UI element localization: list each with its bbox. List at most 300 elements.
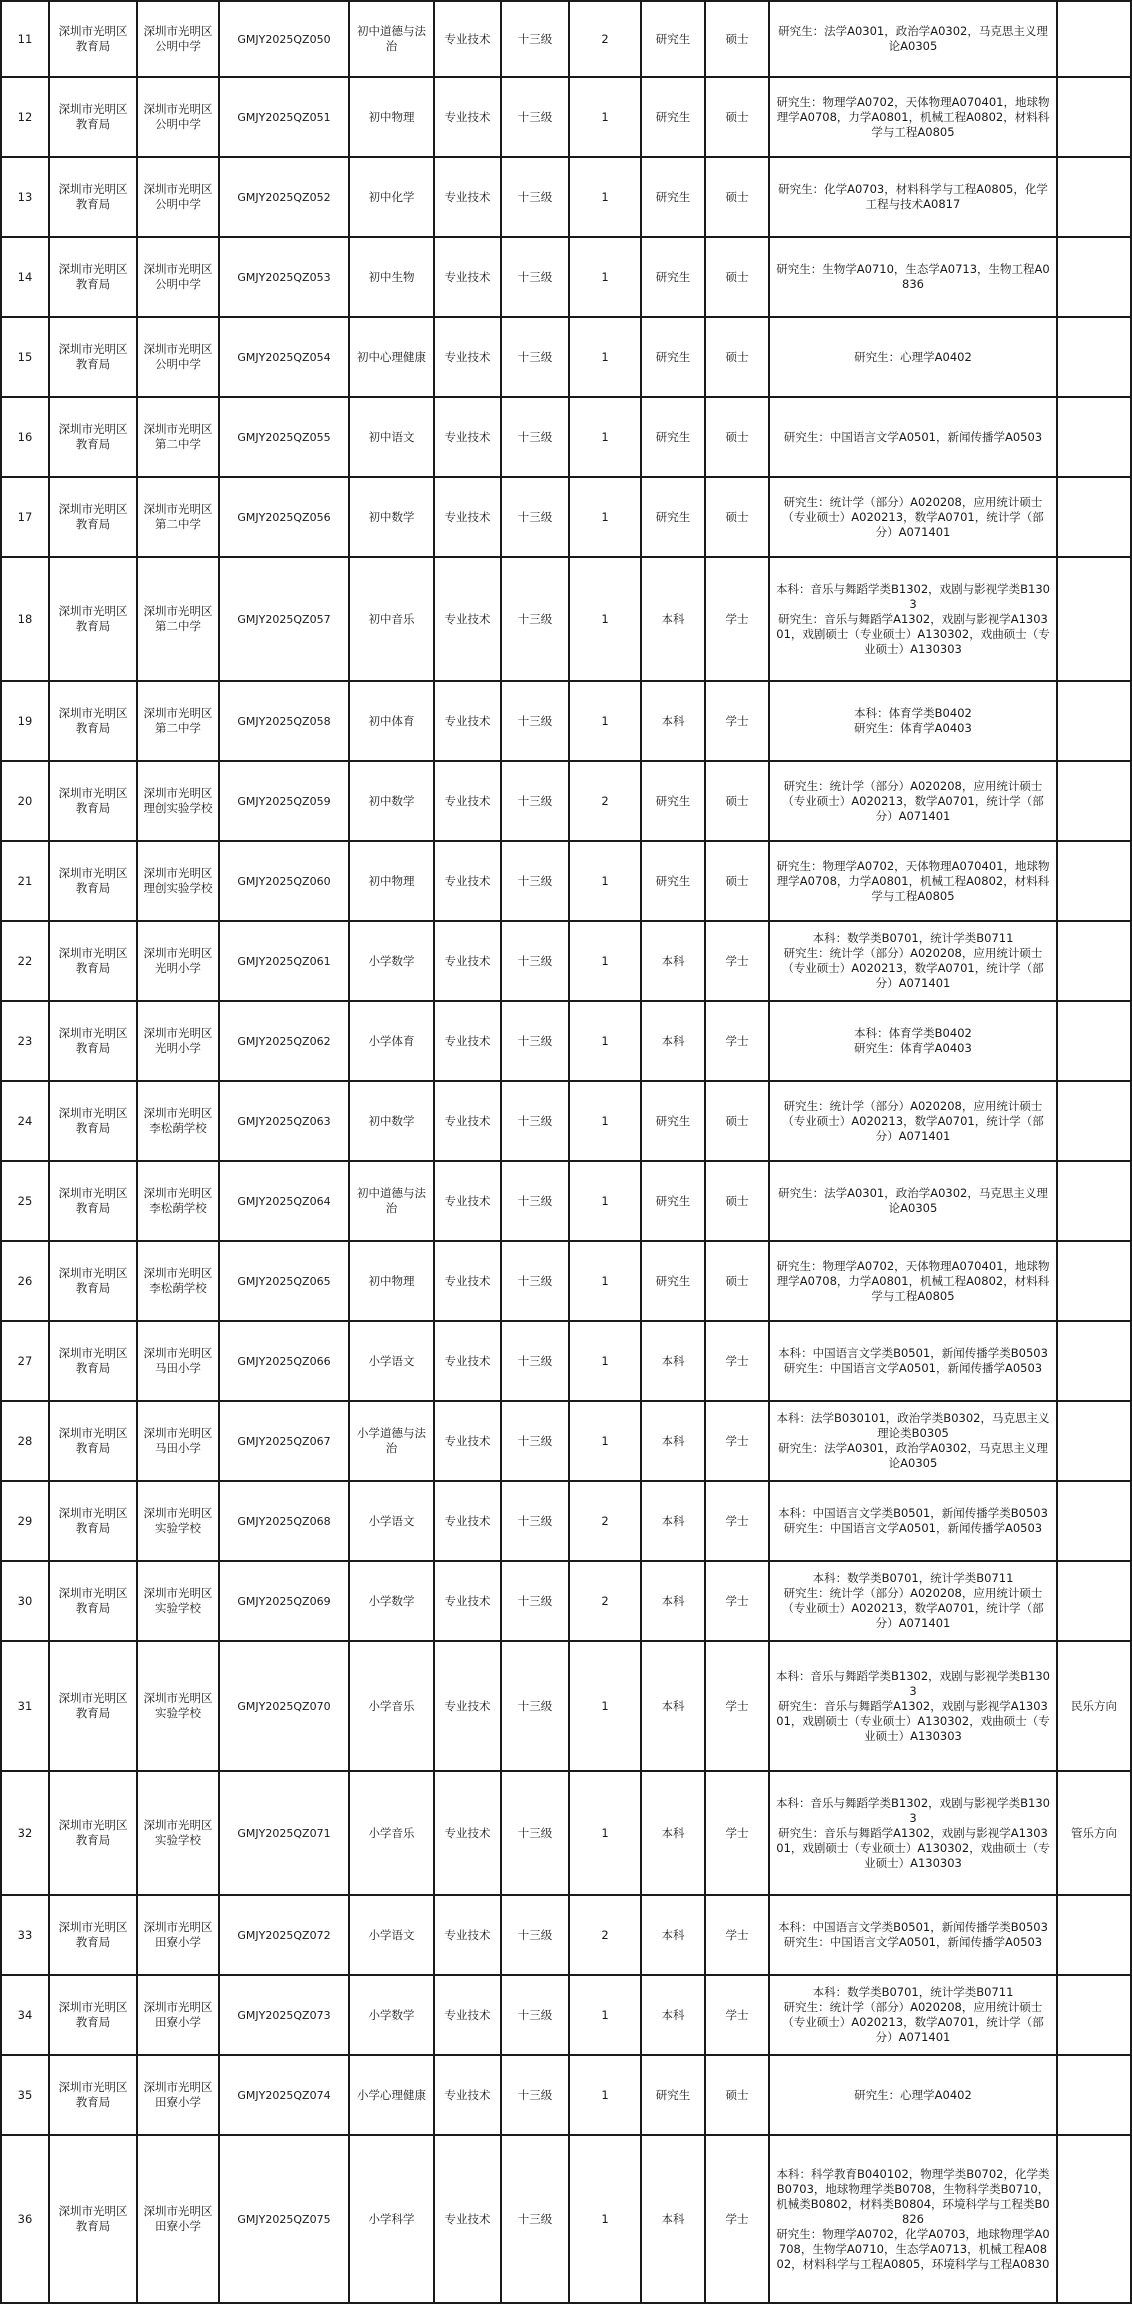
department-cell: 深圳市光明区教育局 <box>49 1975 137 2055</box>
education-cell: 本科 <box>641 2135 705 2303</box>
position-level-cell: 十三级 <box>501 841 569 921</box>
position-type-cell: 专业技术 <box>434 77 501 157</box>
position-level-cell: 十三级 <box>501 1001 569 1081</box>
major-requirement-cell: 研究生：心理学A0402 <box>769 317 1057 397</box>
degree-cell: 硕士 <box>705 1241 769 1321</box>
degree-cell: 学士 <box>705 1641 769 1771</box>
position-type-cell: 专业技术 <box>434 1 501 77</box>
row-number-cell: 31 <box>1 1641 49 1771</box>
department-cell: 深圳市光明区教育局 <box>49 1161 137 1241</box>
education-cell: 研究生 <box>641 1081 705 1161</box>
position-type-cell: 专业技术 <box>434 397 501 477</box>
row-number-cell: 34 <box>1 1975 49 2055</box>
headcount-cell: 1 <box>569 1241 641 1321</box>
headcount-cell: 1 <box>569 157 641 237</box>
major-requirement-cell: 本科：音乐与舞蹈学类B1302，戏剧与影视学类B1303 研究生：音乐与舞蹈学A1302，戏剧与影视学A130301，戏剧硕士（专业硕士）A130302，戏曲硕士（专业硕士）A130303 <box>769 1641 1057 1771</box>
major-requirement-cell: 研究生：物理学A0702，天体物理A070401，地球物理学A0708，力学A0801，机械工程A0802，材料科学与工程A0805 <box>769 77 1057 157</box>
remark-cell: 管乐方向 <box>1057 1771 1131 1895</box>
degree-cell: 硕士 <box>705 157 769 237</box>
position-type-cell: 专业技术 <box>434 1771 501 1895</box>
position-name-cell: 小学语文 <box>349 1321 434 1401</box>
position-name-cell: 小学数学 <box>349 1975 434 2055</box>
degree-cell: 硕士 <box>705 2055 769 2135</box>
position-level-cell: 十三级 <box>501 237 569 317</box>
position-code-cell: GMJY2025QZ075 <box>219 2135 349 2303</box>
department-cell: 深圳市光明区教育局 <box>49 77 137 157</box>
degree-cell: 学士 <box>705 1771 769 1895</box>
table-row <box>1 2135 1131 2303</box>
education-cell: 研究生 <box>641 397 705 477</box>
table-row <box>1 1771 1131 1895</box>
position-level-cell: 十三级 <box>501 1401 569 1481</box>
headcount-cell: 1 <box>569 1161 641 1241</box>
major-requirement-cell: 本科：数学类B0701，统计学类B0711 研究生：统计学（部分）A020208，应用统计硕士（专业硕士）A020213，数学A0701，统计学（部分）A071401 <box>769 1561 1057 1641</box>
row-number-cell: 26 <box>1 1241 49 1321</box>
remark-cell <box>1057 2055 1131 2135</box>
department-cell: 深圳市光明区教育局 <box>49 841 137 921</box>
table-row <box>1 557 1131 681</box>
position-code-cell: GMJY2025QZ061 <box>219 921 349 1001</box>
position-code-cell: GMJY2025QZ062 <box>219 1001 349 1081</box>
row-number-cell: 29 <box>1 1481 49 1561</box>
department-cell: 深圳市光明区教育局 <box>49 1481 137 1561</box>
education-cell: 研究生 <box>641 157 705 237</box>
school-cell: 深圳市光明区田寮小学 <box>137 2055 219 2135</box>
education-cell: 研究生 <box>641 841 705 921</box>
headcount-cell: 1 <box>569 1081 641 1161</box>
row-number-cell: 19 <box>1 681 49 761</box>
department-cell: 深圳市光明区教育局 <box>49 1241 137 1321</box>
education-cell: 本科 <box>641 1771 705 1895</box>
table-row <box>1 1895 1131 1975</box>
major-requirement-cell: 本科：音乐与舞蹈学类B1302，戏剧与影视学类B1303 研究生：音乐与舞蹈学A1302，戏剧与影视学A130301，戏剧硕士（专业硕士）A130302，戏曲硕士（专业硕士）A130303 <box>769 557 1057 681</box>
major-requirement-cell: 研究生：化学A0703，材料科学与工程A0805，化学工程与技术A0817 <box>769 157 1057 237</box>
position-type-cell: 专业技术 <box>434 2135 501 2303</box>
position-type-cell: 专业技术 <box>434 1321 501 1401</box>
table-row <box>1 237 1131 317</box>
position-level-cell: 十三级 <box>501 1641 569 1771</box>
headcount-cell: 1 <box>569 77 641 157</box>
headcount-cell: 1 <box>569 397 641 477</box>
major-requirement-cell: 本科：中国语言文学类B0501，新闻传播学类B0503 研究生：中国语言文学A0501，新闻传播学A0503 <box>769 1481 1057 1561</box>
major-requirement-cell: 本科：科学教育B040102，物理学类B0702，化学类B0703，地球物理学类B0708，生物科学类B0710，机械类B0802，材料类B0804，环境科学与工程类B0826 研究生：物理学A0702，化学A0703，地球物理学A0708，生物学A0710，生态学A0713，机械工程A0802，材料科学与工程A0805，环境科学与工程A0830 <box>769 2135 1057 2303</box>
remark-cell <box>1057 477 1131 557</box>
remark-cell <box>1057 1561 1131 1641</box>
education-cell: 研究生 <box>641 77 705 157</box>
position-level-cell: 十三级 <box>501 921 569 1001</box>
department-cell: 深圳市光明区教育局 <box>49 2135 137 2303</box>
department-cell: 深圳市光明区教育局 <box>49 1771 137 1895</box>
table-row <box>1 841 1131 921</box>
position-name-cell: 初中音乐 <box>349 557 434 681</box>
position-level-cell: 十三级 <box>501 1895 569 1975</box>
position-level-cell: 十三级 <box>501 1241 569 1321</box>
table-row <box>1 1161 1131 1241</box>
remark-cell <box>1057 1161 1131 1241</box>
table-row <box>1 1641 1131 1771</box>
school-cell: 深圳市光明区第二中学 <box>137 681 219 761</box>
remark-cell <box>1057 1401 1131 1481</box>
headcount-cell: 1 <box>569 1641 641 1771</box>
position-name-cell: 初中数学 <box>349 1081 434 1161</box>
degree-cell: 硕士 <box>705 317 769 397</box>
education-cell: 研究生 <box>641 761 705 841</box>
position-code-cell: GMJY2025QZ055 <box>219 397 349 477</box>
position-level-cell: 十三级 <box>501 317 569 397</box>
degree-cell: 学士 <box>705 1401 769 1481</box>
position-type-cell: 专业技术 <box>434 1001 501 1081</box>
position-name-cell: 小学数学 <box>349 1561 434 1641</box>
headcount-cell: 1 <box>569 1321 641 1401</box>
department-cell: 深圳市光明区教育局 <box>49 2055 137 2135</box>
position-name-cell: 初中物理 <box>349 77 434 157</box>
position-code-cell: GMJY2025QZ052 <box>219 157 349 237</box>
headcount-cell: 1 <box>569 1771 641 1895</box>
position-name-cell: 初中物理 <box>349 841 434 921</box>
school-cell: 深圳市光明区理创实验学校 <box>137 761 219 841</box>
remark-cell <box>1057 397 1131 477</box>
degree-cell: 学士 <box>705 921 769 1001</box>
position-type-cell: 专业技术 <box>434 237 501 317</box>
major-requirement-cell: 本科：中国语言文学类B0501，新闻传播学类B0503 研究生：中国语言文学A0501，新闻传播学A0503 <box>769 1321 1057 1401</box>
headcount-cell: 1 <box>569 2135 641 2303</box>
position-name-cell: 初中道德与法治 <box>349 1161 434 1241</box>
education-cell: 本科 <box>641 921 705 1001</box>
position-name-cell: 小学科学 <box>349 2135 434 2303</box>
degree-cell: 硕士 <box>705 397 769 477</box>
position-name-cell: 小学道德与法治 <box>349 1401 434 1481</box>
department-cell: 深圳市光明区教育局 <box>49 1561 137 1641</box>
headcount-cell: 1 <box>569 921 641 1001</box>
headcount-cell: 1 <box>569 1975 641 2055</box>
position-code-cell: GMJY2025QZ059 <box>219 761 349 841</box>
table-row <box>1 1001 1131 1081</box>
department-cell: 深圳市光明区教育局 <box>49 1001 137 1081</box>
row-number-cell: 21 <box>1 841 49 921</box>
position-name-cell: 初中数学 <box>349 477 434 557</box>
education-cell: 研究生 <box>641 1 705 77</box>
department-cell: 深圳市光明区教育局 <box>49 1321 137 1401</box>
table-row <box>1 761 1131 841</box>
table-row <box>1 1561 1131 1641</box>
major-requirement-cell: 本科：数学类B0701，统计学类B0711 研究生：统计学（部分）A020208，应用统计硕士（专业硕士）A020213，数学A0701，统计学（部分）A071401 <box>769 1975 1057 2055</box>
degree-cell: 硕士 <box>705 1 769 77</box>
remark-cell <box>1057 1481 1131 1561</box>
major-requirement-cell: 本科：数学类B0701，统计学类B0711 研究生：统计学（部分）A020208，应用统计硕士（专业硕士）A020213，数学A0701，统计学（部分）A071401 <box>769 921 1057 1001</box>
school-cell: 深圳市光明区光明小学 <box>137 921 219 1001</box>
row-number-cell: 24 <box>1 1081 49 1161</box>
row-number-cell: 23 <box>1 1001 49 1081</box>
table-row <box>1 1975 1131 2055</box>
major-requirement-cell: 本科：体育学类B0402 研究生：体育学A0403 <box>769 1001 1057 1081</box>
position-type-cell: 专业技术 <box>434 921 501 1001</box>
position-code-cell: GMJY2025QZ064 <box>219 1161 349 1241</box>
position-code-cell: GMJY2025QZ073 <box>219 1975 349 2055</box>
major-requirement-cell: 本科：法学B030101，政治学类B0302，马克思主义理论类B0305 研究生：法学A0301，政治学A0302，马克思主义理论A0305 <box>769 1401 1057 1481</box>
school-cell: 深圳市光明区实验学校 <box>137 1561 219 1641</box>
position-code-cell: GMJY2025QZ074 <box>219 2055 349 2135</box>
headcount-cell: 1 <box>569 1001 641 1081</box>
position-level-cell: 十三级 <box>501 2135 569 2303</box>
row-number-cell: 17 <box>1 477 49 557</box>
row-number-cell: 20 <box>1 761 49 841</box>
position-type-cell: 专业技术 <box>434 761 501 841</box>
school-cell: 深圳市光明区实验学校 <box>137 1771 219 1895</box>
row-number-cell: 27 <box>1 1321 49 1401</box>
position-name-cell: 小学语文 <box>349 1895 434 1975</box>
remark-cell <box>1057 557 1131 681</box>
school-cell: 深圳市光明区光明小学 <box>137 1001 219 1081</box>
school-cell: 深圳市光明区公明中学 <box>137 77 219 157</box>
department-cell: 深圳市光明区教育局 <box>49 237 137 317</box>
school-cell: 深圳市光明区马田小学 <box>137 1321 219 1401</box>
remark-cell <box>1057 237 1131 317</box>
remark-cell: 民乐方向 <box>1057 1641 1131 1771</box>
headcount-cell: 2 <box>569 1 641 77</box>
position-type-cell: 专业技术 <box>434 1481 501 1561</box>
row-number-cell: 18 <box>1 557 49 681</box>
headcount-cell: 2 <box>569 1481 641 1561</box>
school-cell: 深圳市光明区第二中学 <box>137 397 219 477</box>
school-cell: 深圳市光明区实验学校 <box>137 1641 219 1771</box>
major-requirement-cell: 研究生：统计学（部分）A020208，应用统计硕士（专业硕士）A020213，数学A0701，统计学（部分）A071401 <box>769 761 1057 841</box>
table-row <box>1 317 1131 397</box>
position-level-cell: 十三级 <box>501 1321 569 1401</box>
major-requirement-cell: 研究生：法学A0301，政治学A0302，马克思主义理论A0305 <box>769 1 1057 77</box>
headcount-cell: 1 <box>569 841 641 921</box>
position-level-cell: 十三级 <box>501 1161 569 1241</box>
degree-cell: 学士 <box>705 1561 769 1641</box>
education-cell: 本科 <box>641 1401 705 1481</box>
position-name-cell: 初中道德与法治 <box>349 1 434 77</box>
position-name-cell: 小学音乐 <box>349 1771 434 1895</box>
table-row <box>1 921 1131 1001</box>
position-code-cell: GMJY2025QZ066 <box>219 1321 349 1401</box>
position-level-cell: 十三级 <box>501 1975 569 2055</box>
position-type-cell: 专业技术 <box>434 1241 501 1321</box>
school-cell: 深圳市光明区李松蓢学校 <box>137 1241 219 1321</box>
position-type-cell: 专业技术 <box>434 681 501 761</box>
position-type-cell: 专业技术 <box>434 2055 501 2135</box>
education-cell: 本科 <box>641 557 705 681</box>
position-code-cell: GMJY2025QZ070 <box>219 1641 349 1771</box>
position-code-cell: GMJY2025QZ067 <box>219 1401 349 1481</box>
table-row <box>1 1 1131 77</box>
department-cell: 深圳市光明区教育局 <box>49 681 137 761</box>
school-cell: 深圳市光明区第二中学 <box>137 477 219 557</box>
school-cell: 深圳市光明区田寮小学 <box>137 1895 219 1975</box>
position-level-cell: 十三级 <box>501 1081 569 1161</box>
department-cell: 深圳市光明区教育局 <box>49 317 137 397</box>
position-type-cell: 专业技术 <box>434 1895 501 1975</box>
department-cell: 深圳市光明区教育局 <box>49 1 137 77</box>
department-cell: 深圳市光明区教育局 <box>49 477 137 557</box>
position-code-cell: GMJY2025QZ054 <box>219 317 349 397</box>
major-requirement-cell: 研究生：心理学A0402 <box>769 2055 1057 2135</box>
row-number-cell: 25 <box>1 1161 49 1241</box>
table-row <box>1 1481 1131 1561</box>
school-cell: 深圳市光明区田寮小学 <box>137 2135 219 2303</box>
education-cell: 研究生 <box>641 1241 705 1321</box>
position-level-cell: 十三级 <box>501 1481 569 1561</box>
major-requirement-cell: 研究生：中国语言文学A0501，新闻传播学A0503 <box>769 397 1057 477</box>
position-type-cell: 专业技术 <box>434 1975 501 2055</box>
department-cell: 深圳市光明区教育局 <box>49 557 137 681</box>
position-type-cell: 专业技术 <box>434 157 501 237</box>
position-name-cell: 小学心理健康 <box>349 2055 434 2135</box>
education-cell: 研究生 <box>641 237 705 317</box>
education-cell: 本科 <box>641 1975 705 2055</box>
row-number-cell: 12 <box>1 77 49 157</box>
position-type-cell: 专业技术 <box>434 1081 501 1161</box>
table-row <box>1 1401 1131 1481</box>
position-code-cell: GMJY2025QZ057 <box>219 557 349 681</box>
position-code-cell: GMJY2025QZ050 <box>219 1 349 77</box>
remark-cell <box>1057 681 1131 761</box>
table-row <box>1 681 1131 761</box>
school-cell: 深圳市光明区李松蓢学校 <box>137 1081 219 1161</box>
headcount-cell: 1 <box>569 237 641 317</box>
education-cell: 研究生 <box>641 2055 705 2135</box>
table-row <box>1 1081 1131 1161</box>
headcount-cell: 1 <box>569 317 641 397</box>
position-name-cell: 初中体育 <box>349 681 434 761</box>
position-name-cell: 小学语文 <box>349 1481 434 1561</box>
major-requirement-cell: 本科：音乐与舞蹈学类B1302，戏剧与影视学类B1303 研究生：音乐与舞蹈学A1302，戏剧与影视学A130301，戏剧硕士（专业硕士）A130302，戏曲硕士（专业硕士）A130303 <box>769 1771 1057 1895</box>
school-cell: 深圳市光明区公明中学 <box>137 237 219 317</box>
degree-cell: 学士 <box>705 1321 769 1401</box>
degree-cell: 硕士 <box>705 1081 769 1161</box>
row-number-cell: 33 <box>1 1895 49 1975</box>
position-name-cell: 小学音乐 <box>349 1641 434 1771</box>
headcount-cell: 1 <box>569 1401 641 1481</box>
remark-cell <box>1057 1001 1131 1081</box>
major-requirement-cell: 研究生：物理学A0702，天体物理A070401，地球物理学A0708，力学A0801，机械工程A0802，材料科学与工程A0805 <box>769 1241 1057 1321</box>
table-row <box>1 1241 1131 1321</box>
position-name-cell: 初中数学 <box>349 761 434 841</box>
remark-cell <box>1057 77 1131 157</box>
headcount-cell: 2 <box>569 761 641 841</box>
position-code-cell: GMJY2025QZ063 <box>219 1081 349 1161</box>
position-level-cell: 十三级 <box>501 477 569 557</box>
school-cell: 深圳市光明区公明中学 <box>137 317 219 397</box>
headcount-cell: 2 <box>569 1561 641 1641</box>
row-number-cell: 14 <box>1 237 49 317</box>
degree-cell: 硕士 <box>705 77 769 157</box>
department-cell: 深圳市光明区教育局 <box>49 1081 137 1161</box>
major-requirement-cell: 本科：中国语言文学类B0501，新闻传播学类B0503 研究生：中国语言文学A0501，新闻传播学A0503 <box>769 1895 1057 1975</box>
position-level-cell: 十三级 <box>501 1771 569 1895</box>
position-code-cell: GMJY2025QZ056 <box>219 477 349 557</box>
degree-cell: 学士 <box>705 1975 769 2055</box>
row-number-cell: 36 <box>1 2135 49 2303</box>
major-requirement-cell: 研究生：统计学（部分）A020208，应用统计硕士（专业硕士）A020213，数学A0701，统计学（部分）A071401 <box>769 477 1057 557</box>
department-cell: 深圳市光明区教育局 <box>49 1401 137 1481</box>
headcount-cell: 1 <box>569 681 641 761</box>
degree-cell: 硕士 <box>705 761 769 841</box>
major-requirement-cell: 研究生：统计学（部分）A020208，应用统计硕士（专业硕士）A020213，数学A0701，统计学（部分）A071401 <box>769 1081 1057 1161</box>
department-cell: 深圳市光明区教育局 <box>49 1895 137 1975</box>
degree-cell: 硕士 <box>705 477 769 557</box>
row-number-cell: 11 <box>1 1 49 77</box>
remark-cell <box>1057 2135 1131 2303</box>
row-number-cell: 32 <box>1 1771 49 1895</box>
headcount-cell: 1 <box>569 557 641 681</box>
position-name-cell: 初中语文 <box>349 397 434 477</box>
position-code-cell: GMJY2025QZ058 <box>219 681 349 761</box>
degree-cell: 学士 <box>705 557 769 681</box>
position-level-cell: 十三级 <box>501 2055 569 2135</box>
position-type-cell: 专业技术 <box>434 317 501 397</box>
school-cell: 深圳市光明区马田小学 <box>137 1401 219 1481</box>
school-cell: 深圳市光明区理创实验学校 <box>137 841 219 921</box>
position-level-cell: 十三级 <box>501 557 569 681</box>
position-type-cell: 专业技术 <box>434 1561 501 1641</box>
position-type-cell: 专业技术 <box>434 557 501 681</box>
position-code-cell: GMJY2025QZ068 <box>219 1481 349 1561</box>
education-cell: 本科 <box>641 681 705 761</box>
school-cell: 深圳市光明区田寮小学 <box>137 1975 219 2055</box>
table-row <box>1 157 1131 237</box>
position-name-cell: 初中心理健康 <box>349 317 434 397</box>
position-level-cell: 十三级 <box>501 397 569 477</box>
position-level-cell: 十三级 <box>501 77 569 157</box>
position-code-cell: GMJY2025QZ051 <box>219 77 349 157</box>
position-type-cell: 专业技术 <box>434 1401 501 1481</box>
major-requirement-cell: 本科：体育学类B0402 研究生：体育学A0403 <box>769 681 1057 761</box>
major-requirement-cell: 研究生：法学A0301，政治学A0302，马克思主义理论A0305 <box>769 1161 1057 1241</box>
position-code-cell: GMJY2025QZ060 <box>219 841 349 921</box>
education-cell: 本科 <box>641 1895 705 1975</box>
education-cell: 本科 <box>641 1641 705 1771</box>
remark-cell <box>1057 1081 1131 1161</box>
degree-cell: 学士 <box>705 1895 769 1975</box>
remark-cell <box>1057 841 1131 921</box>
remark-cell <box>1057 1895 1131 1975</box>
row-number-cell: 15 <box>1 317 49 397</box>
education-cell: 本科 <box>641 1321 705 1401</box>
position-level-cell: 十三级 <box>501 681 569 761</box>
headcount-cell: 1 <box>569 2055 641 2135</box>
school-cell: 深圳市光明区第二中学 <box>137 557 219 681</box>
department-cell: 深圳市光明区教育局 <box>49 1641 137 1771</box>
headcount-cell: 1 <box>569 477 641 557</box>
row-number-cell: 30 <box>1 1561 49 1641</box>
degree-cell: 学士 <box>705 681 769 761</box>
degree-cell: 学士 <box>705 2135 769 2303</box>
table-body <box>1 1 1131 2303</box>
position-level-cell: 十三级 <box>501 761 569 841</box>
education-cell: 研究生 <box>641 317 705 397</box>
position-type-cell: 专业技术 <box>434 841 501 921</box>
department-cell: 深圳市光明区教育局 <box>49 397 137 477</box>
remark-cell <box>1057 1321 1131 1401</box>
degree-cell: 硕士 <box>705 1161 769 1241</box>
remark-cell <box>1057 317 1131 397</box>
row-number-cell: 28 <box>1 1401 49 1481</box>
education-cell: 本科 <box>641 1561 705 1641</box>
remark-cell <box>1057 1975 1131 2055</box>
table-row <box>1 397 1131 477</box>
education-cell: 本科 <box>641 1001 705 1081</box>
row-number-cell: 13 <box>1 157 49 237</box>
headcount-cell: 2 <box>569 1895 641 1975</box>
major-requirement-cell: 研究生：物理学A0702，天体物理A070401，地球物理学A0708，力学A0801，机械工程A0802，材料科学与工程A0805 <box>769 841 1057 921</box>
school-cell: 深圳市光明区公明中学 <box>137 1 219 77</box>
degree-cell: 硕士 <box>705 237 769 317</box>
table-row <box>1 2055 1131 2135</box>
remark-cell <box>1057 921 1131 1001</box>
